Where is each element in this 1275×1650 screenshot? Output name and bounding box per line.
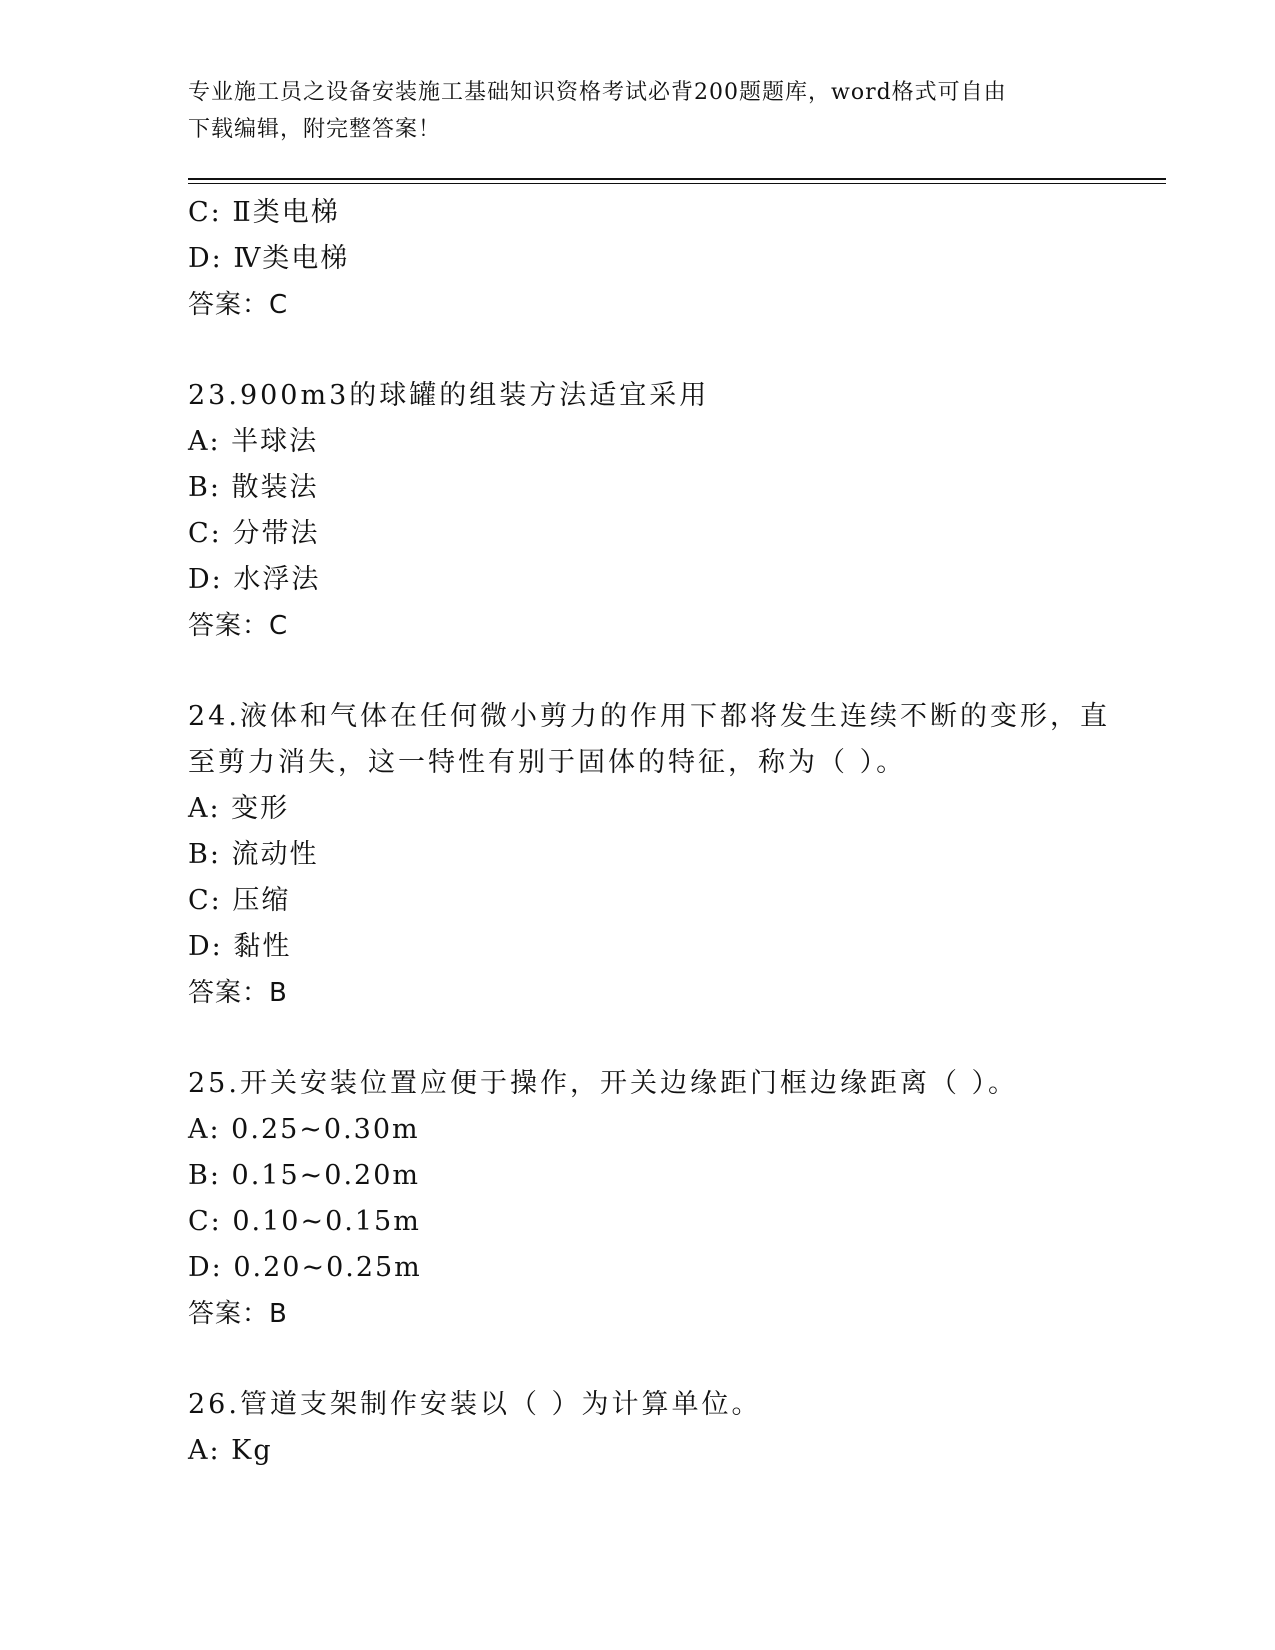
option-a: A: 0.25~0.30m <box>188 1114 420 1145</box>
header-line-2: 下载编辑，附完整答案！ <box>188 117 442 142</box>
answer-line: 答案：C <box>188 290 289 320</box>
question-stem: 23.900m3的球罐的组装方法适宜采用 <box>188 380 710 411</box>
question-25 <box>188 1061 1148 1337</box>
option-a: A: 变形 <box>188 793 290 824</box>
question-26 <box>188 1382 1148 1474</box>
question-stem: 26.管道支架制作安装以（ ）为计算单位。 <box>188 1389 762 1420</box>
answer-line: 答案：B <box>188 978 288 1008</box>
option-c: C: 压缩 <box>188 885 291 916</box>
option-c: C: Ⅱ类电梯 <box>188 197 340 228</box>
question-22 <box>188 190 1148 328</box>
option-b: B: 流动性 <box>188 839 319 870</box>
option-b: B: 散装法 <box>188 472 319 503</box>
header-divider-thick <box>188 178 1166 180</box>
option-c: C: 分带法 <box>188 518 320 549</box>
option-a: A: Kg <box>188 1435 273 1466</box>
document-header <box>188 74 1088 148</box>
answer-line: 答案：C <box>188 611 289 641</box>
option-d: D: 0.20~0.25m <box>188 1252 422 1283</box>
option-c: C: 0.10~0.15m <box>188 1206 421 1237</box>
option-d: D: 黏性 <box>188 931 292 962</box>
question-24 <box>188 694 1148 1016</box>
option-d: D: Ⅳ类电梯 <box>188 243 350 274</box>
option-a: A: 半球法 <box>188 426 319 457</box>
question-23 <box>188 373 1148 649</box>
option-d: D: 水浮法 <box>188 564 321 595</box>
question-stem-line-1: 24.液体和气体在任何微小剪力的作用下都将发生连续不断的变形，直 <box>188 701 1110 732</box>
question-stem-line-2: 至剪力消失，这一特性有别于固体的特征，称为（ ）。 <box>188 747 907 778</box>
header-line-1: 专业施工员之设备安装施工基础知识资格考试必背200题题库，word格式可自由 <box>188 80 1007 105</box>
option-b: B: 0.15~0.20m <box>188 1160 420 1191</box>
question-stem: 25.开关安装位置应便于操作，开关边缘距门框边缘距离（ ）。 <box>188 1068 1019 1099</box>
header-divider-thin <box>188 183 1166 184</box>
question-list <box>188 190 1148 1474</box>
answer-line: 答案：B <box>188 1299 288 1329</box>
